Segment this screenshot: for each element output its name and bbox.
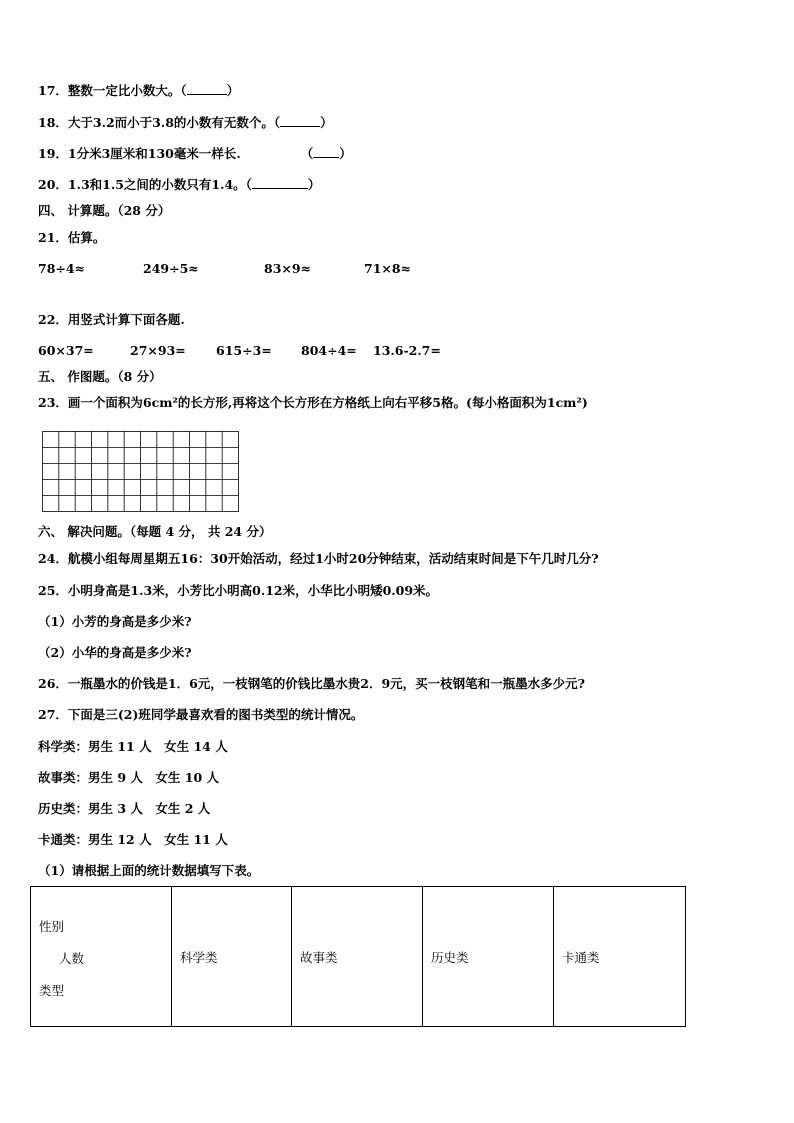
calc-item: 27×93= <box>130 343 186 358</box>
estimate-item: 78÷4≈ <box>38 261 86 276</box>
table-header-cell <box>31 887 172 1027</box>
estimate-item: 83×9≈ <box>264 261 312 276</box>
table-column-header: 卡通类 <box>554 887 686 1027</box>
question-27: 27．下面是三(2)班同学最喜欢看的图书类型的统计情况。 <box>38 707 364 722</box>
estimate-item: 249÷5≈ <box>143 261 199 276</box>
header-type: 类型 <box>39 983 65 998</box>
table-column-header: 科学类 <box>172 887 292 1027</box>
question-19: 19．1分米3厘米和130毫米一样长. （ ） <box>38 146 352 161</box>
question-25: 25．小明身高是1.3米，小芳比小明高0.12米，小华比小明矮0.09米。 <box>38 583 439 598</box>
header-gender: 性别 <box>39 919 65 934</box>
section-heading-4: 四、 计算题。（28 分） <box>38 203 171 218</box>
calc-item: 804÷4= <box>301 343 357 358</box>
question-18: 18．大于3.2而小于3.8的小数有无数个。（ ） <box>38 115 333 130</box>
stat-line: 故事类：男生 9 人 女生 10 人 <box>38 770 220 785</box>
grid-paper[interactable] <box>42 431 240 513</box>
answer-blank[interactable] <box>252 176 308 189</box>
estimate-item: 71×8≈ <box>364 261 412 276</box>
question-22: 22．用竖式计算下面各题. <box>38 312 185 327</box>
question-21: 21．估算。 <box>38 230 106 245</box>
question-17: 17．整数一定比小数大。（ ） <box>38 83 240 98</box>
stat-line: 卡通类：男生 12 人 女生 11 人 <box>38 832 228 847</box>
section-heading-5: 五、 作图题。（8 分） <box>38 369 162 384</box>
question-23: 23．画一个面积为6cm²的长方形,再将这个长方形在方格纸上向右平移5格。(每小格面积为1cm²) <box>38 395 588 410</box>
stat-line: 科学类：男生 11 人 女生 14 人 <box>38 739 228 754</box>
question-20: 20．1.3和1.5之间的小数只有1.4。（ ） <box>38 177 321 192</box>
question-25-part-2: （2）小华的身高是多少米? <box>38 645 192 660</box>
answer-blank[interactable] <box>280 114 320 127</box>
header-count: 人数 <box>59 951 85 966</box>
question-24: 24．航模小组每周星期五16：30开始活动，经过1小时20分钟结束，活动结束时间是下午几时几分? <box>38 551 599 566</box>
section-heading-6: 六、 解决问题。（每题 4 分， 共 24 分） <box>38 524 272 539</box>
stats-table <box>30 886 686 1027</box>
table-column-header: 历史类 <box>423 887 554 1027</box>
stat-line: 历史类：男生 3 人 女生 2 人 <box>38 801 211 816</box>
question-25-part-1: （1）小芳的身高是多少米? <box>38 614 192 629</box>
question-26: 26．一瓶墨水的价钱是1．6元，一枝钢笔的价钱比墨水贵2．9元，买一枝钢笔和一瓶墨水多少元? <box>38 676 586 691</box>
table-column-header: 故事类 <box>292 887 423 1027</box>
calc-item: 615÷3= <box>216 343 272 358</box>
answer-blank[interactable] <box>313 145 339 158</box>
question-27-part-1: （1）请根据上面的统计数据填写下表。 <box>38 863 260 878</box>
calc-item: 60×37= <box>38 343 94 358</box>
calc-item: 13.6-2.7= <box>373 343 441 358</box>
answer-blank[interactable] <box>187 82 227 95</box>
